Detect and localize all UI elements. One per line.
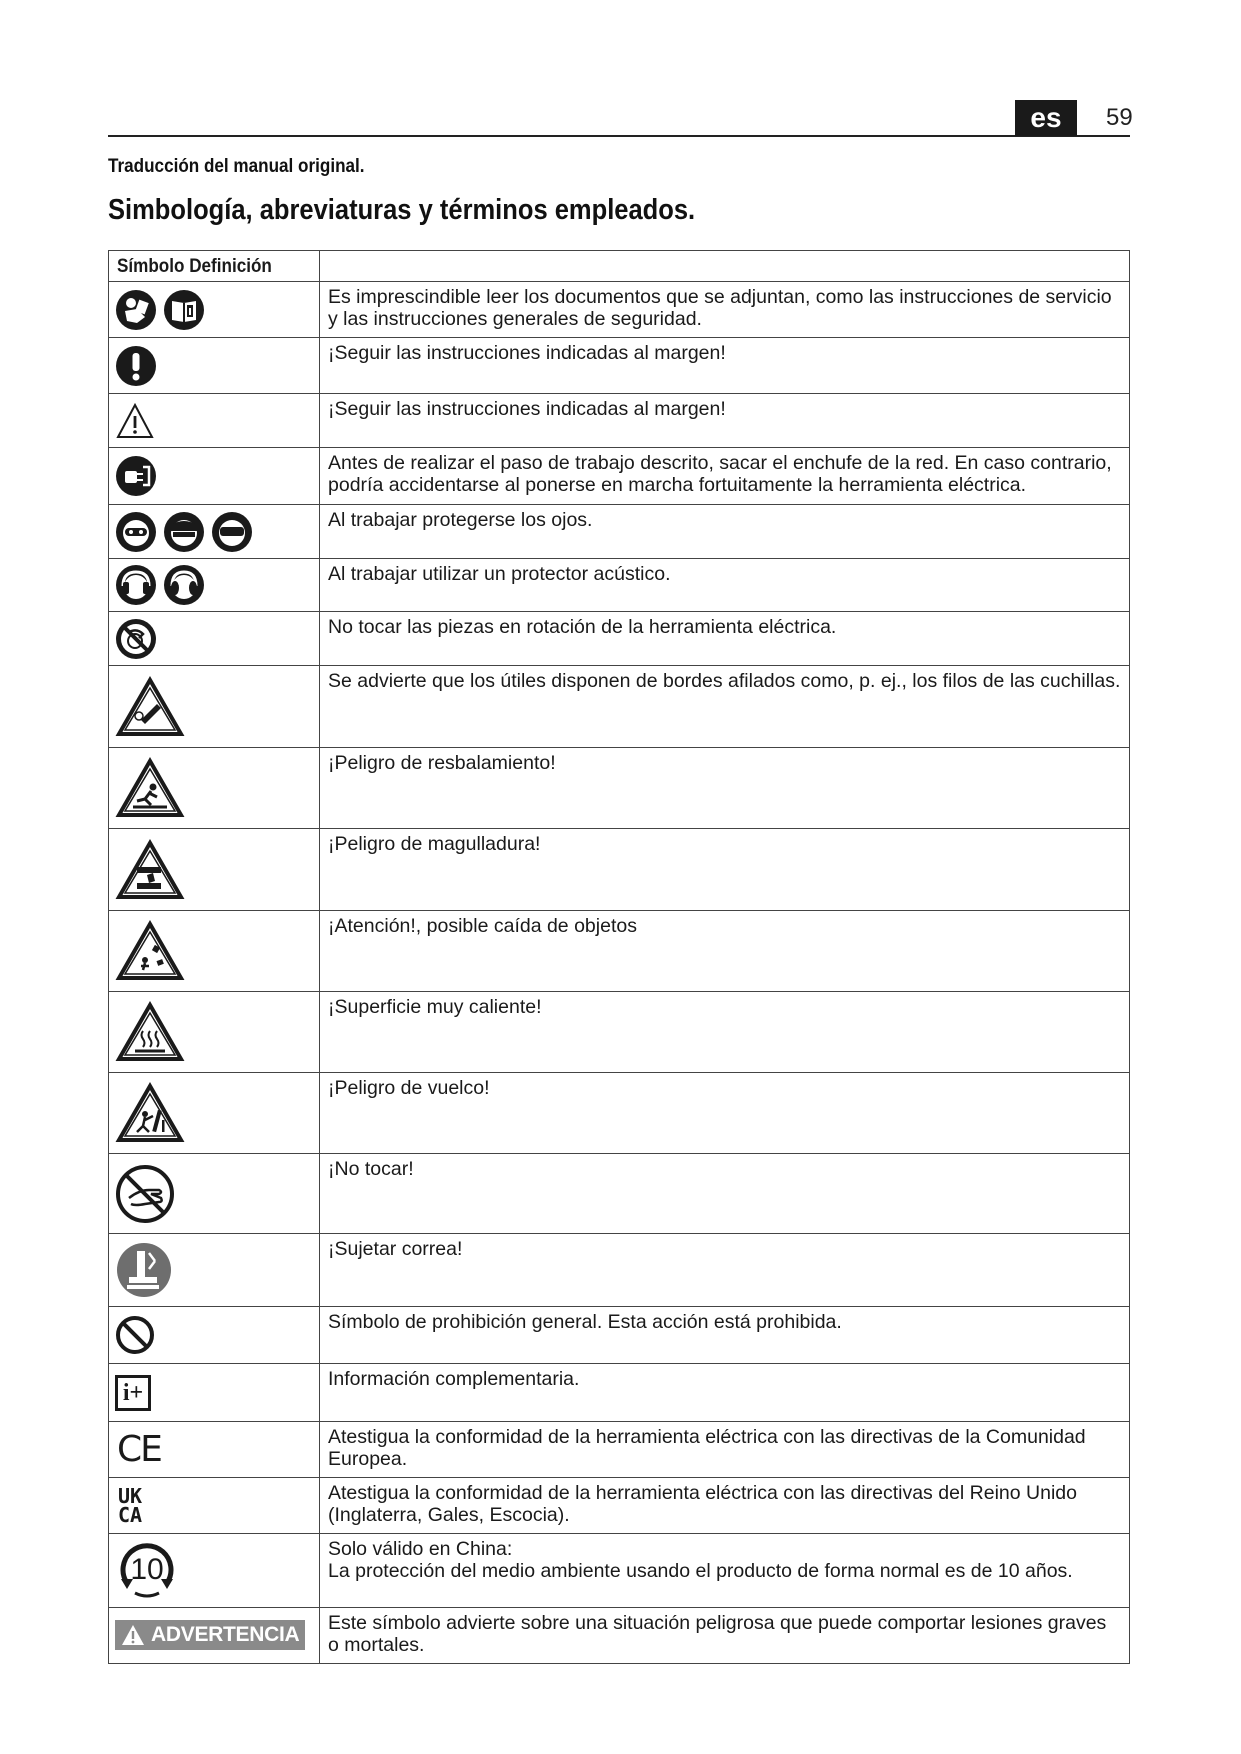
definition-cell: Atestigua la conformidad de la herramienta eléctrica con las directivas del Reino Unido (Inglaterra, Gales, Escocia).	[320, 1478, 1130, 1534]
symbol-cell	[109, 338, 320, 394]
definition-cell: ¡Sujetar correa!	[320, 1234, 1130, 1307]
advertencia-label: ADVERTENCIA	[151, 1623, 300, 1646]
table-row	[109, 338, 1130, 394]
falling-objects-icon	[115, 920, 185, 982]
secure-strap-icon	[115, 1241, 173, 1299]
symbol-cell	[109, 612, 320, 666]
definition-cell: No tocar las piezas en rotación de la herramienta eléctrica.	[320, 612, 1130, 666]
exclamation-icon	[115, 345, 157, 387]
symbol-cell	[109, 1364, 320, 1422]
table-row	[109, 612, 1130, 666]
symbol-cell	[109, 1154, 320, 1234]
ear-muffs-icon	[163, 564, 205, 606]
china-rohs-number: 10	[130, 1552, 164, 1586]
symbol-cell	[109, 1608, 320, 1664]
header-label: Símbolo Definición	[117, 255, 272, 277]
ukca-mark-icon	[115, 1483, 143, 1527]
china-rohs-10-icon	[115, 1539, 179, 1603]
do-not-touch-icon	[115, 1164, 175, 1224]
ce-mark-icon	[115, 1428, 161, 1470]
symbol-cell	[109, 1422, 320, 1478]
definition-line-2: La protección del medio ambiente usando el producto de forma normal es de 10 años.	[328, 1560, 1073, 1582]
hot-surface-icon	[115, 1001, 185, 1063]
definition-cell: ¡Peligro de vuelco!	[320, 1073, 1130, 1154]
read-manual-icon	[115, 289, 157, 331]
symbol-cell	[109, 666, 320, 748]
definition-cell: Este símbolo advierte sobre una situación peligrosa que puede comportar lesiones graves o mortales.	[320, 1608, 1130, 1664]
definition-line-1: Solo válido en China:	[328, 1538, 513, 1560]
ukca-bottom: CA	[118, 1502, 143, 1527]
table-header-row	[109, 251, 1130, 282]
sharp-edges-warning-icon	[115, 676, 185, 738]
info-icon	[115, 1375, 151, 1411]
table-row	[109, 992, 1130, 1073]
instructions-book-icon	[163, 289, 205, 331]
definition-cell: Al trabajar utilizar un protector acústico.	[320, 559, 1130, 612]
symbol-cell	[109, 394, 320, 448]
document-subtitle: Traducción del manual original.	[108, 156, 365, 177]
definition-cell: ¡No tocar!	[320, 1154, 1130, 1234]
table-row	[109, 748, 1130, 829]
symbol-cell	[109, 505, 320, 559]
ukca-top: UK	[118, 1483, 143, 1508]
warning-triangle-small-icon	[121, 1624, 145, 1646]
table-row	[109, 559, 1130, 612]
table-row	[109, 829, 1130, 911]
definition-cell: ¡Superficie muy caliente!	[320, 992, 1130, 1073]
definition-cell: ¡Peligro de magulladura!	[320, 829, 1130, 911]
unplug-icon	[115, 455, 157, 497]
table-row	[109, 1073, 1130, 1154]
face-shield-icon	[163, 511, 205, 553]
ear-protection-icon	[115, 564, 157, 606]
table-row	[109, 911, 1130, 992]
symbol-table	[108, 250, 1130, 1664]
prohibition-icon	[115, 1315, 155, 1355]
table-row	[109, 1422, 1130, 1478]
symbol-cell	[109, 1307, 320, 1364]
warning-triangle-icon	[115, 402, 155, 440]
definition-cell: ¡Seguir las instrucciones indicadas al margen!	[320, 338, 1130, 394]
symbol-cell	[109, 448, 320, 505]
no-touch-rotating-icon	[115, 618, 157, 660]
table-row	[109, 282, 1130, 338]
symbol-cell	[109, 748, 320, 829]
header-rule	[108, 135, 1130, 137]
language-badge: es	[1015, 100, 1077, 136]
tipping-hazard-icon	[115, 1082, 185, 1144]
table-row	[109, 1534, 1130, 1608]
symbol-cell	[109, 1234, 320, 1307]
definition-cell: Es imprescindible leer los documentos que se adjuntan, como las instrucciones de servicio y las instrucciones generales de seguridad.	[320, 282, 1130, 338]
definition-cell	[320, 1534, 1130, 1608]
eye-protection-icon	[115, 511, 157, 553]
table-row	[109, 1364, 1130, 1422]
table-row	[109, 505, 1130, 559]
definition-cell: Símbolo de prohibición general. Esta acción está prohibida.	[320, 1307, 1130, 1364]
symbol-cell	[109, 829, 320, 911]
definition-cell: Información complementaria.	[320, 1364, 1130, 1422]
table-row	[109, 1307, 1130, 1364]
symbol-cell	[109, 282, 320, 338]
symbol-cell	[109, 992, 320, 1073]
crush-hazard-icon	[115, 839, 185, 901]
table-row	[109, 448, 1130, 505]
header-cell	[109, 251, 320, 282]
ce-mark-label: CE	[117, 1428, 161, 1470]
safety-goggles-icon	[211, 511, 253, 553]
definition-cell: Atestigua la conformidad de la herramienta eléctrica con las directivas de la Comunidad Europea.	[320, 1422, 1130, 1478]
symbol-cell	[109, 1534, 320, 1608]
table-row	[109, 1154, 1130, 1234]
table-row	[109, 666, 1130, 748]
advertencia-badge	[115, 1620, 305, 1650]
table-row	[109, 1234, 1130, 1307]
slip-hazard-icon	[115, 757, 185, 819]
symbol-cell	[109, 1073, 320, 1154]
definition-cell: ¡Peligro de resbalamiento!	[320, 748, 1130, 829]
definition-cell: ¡Seguir las instrucciones indicadas al margen!	[320, 394, 1130, 448]
table-row	[109, 1478, 1130, 1534]
symbol-cell	[109, 559, 320, 612]
symbol-cell	[109, 1478, 320, 1534]
info-icon-label: i+	[122, 1379, 144, 1406]
table-row	[109, 1608, 1130, 1664]
page-title: Simbología, abreviaturas y términos empleados.	[108, 194, 696, 226]
definition-cell: ¡Atención!, posible caída de objetos	[320, 911, 1130, 992]
page-number: 59	[1106, 104, 1133, 131]
header-empty-cell	[320, 251, 1130, 282]
symbol-cell	[109, 911, 320, 992]
definition-cell: Antes de realizar el paso de trabajo descrito, sacar el enchufe de la red. En caso contrario, podría accidentarse al ponerse en marcha fortuitamente la herramienta eléctrica.	[320, 448, 1130, 505]
definition-cell: Al trabajar protegerse los ojos.	[320, 505, 1130, 559]
definition-cell: Se advierte que los útiles disponen de bordes afilados como, p. ej., los filos de las cuchillas.	[320, 666, 1130, 748]
table-row	[109, 394, 1130, 448]
